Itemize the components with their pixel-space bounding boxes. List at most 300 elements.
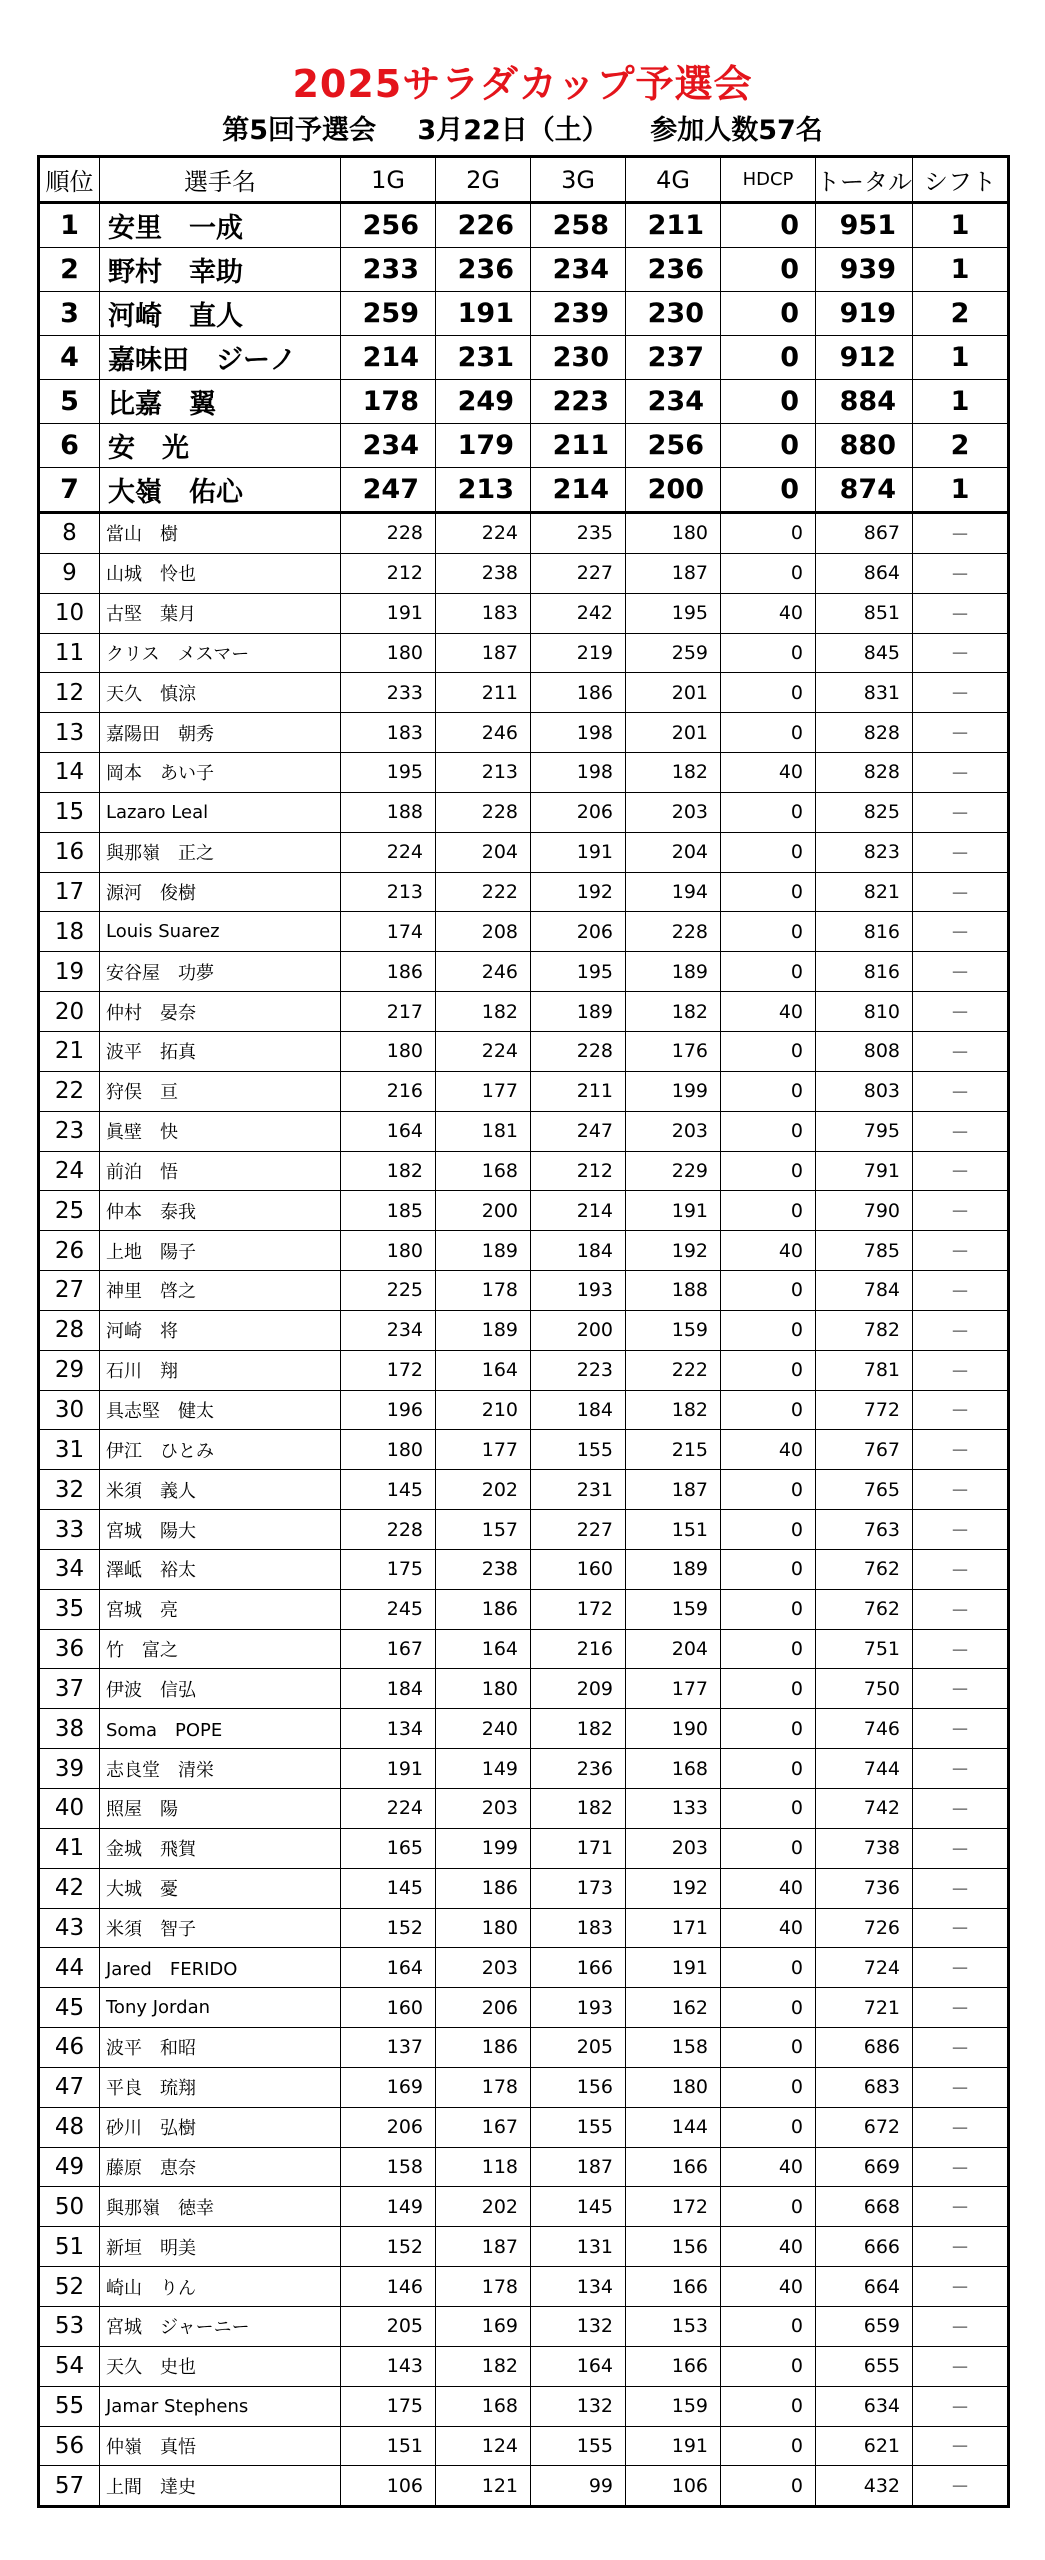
shift-cell: 1 bbox=[913, 336, 1009, 380]
table-row bbox=[39, 713, 1009, 753]
game3-cell: 131 bbox=[531, 2227, 626, 2267]
total-cell: 736 bbox=[816, 1868, 913, 1908]
hdcp-cell: 0 bbox=[721, 872, 816, 912]
game4-cell: 237 bbox=[626, 336, 721, 380]
player-name-cell: 大嶺 佑心 bbox=[100, 468, 341, 513]
shift-cell: － bbox=[913, 1908, 1009, 1948]
hdcp-cell: 0 bbox=[721, 1629, 816, 1669]
game2-cell: 179 bbox=[436, 424, 531, 468]
table-row bbox=[39, 2386, 1009, 2426]
game4-cell: 188 bbox=[626, 1271, 721, 1311]
table-row bbox=[39, 1031, 1009, 1071]
total-cell: 821 bbox=[816, 872, 913, 912]
game2-cell: 246 bbox=[436, 713, 531, 753]
total-cell: 825 bbox=[816, 792, 913, 832]
hdcp-cell: 0 bbox=[721, 633, 816, 673]
shift-cell: － bbox=[913, 992, 1009, 1032]
shift-cell: － bbox=[913, 1271, 1009, 1311]
player-name-cell: 上間 達史 bbox=[100, 2466, 341, 2507]
player-name-cell: Jamar Stephens bbox=[100, 2386, 341, 2426]
player-name-cell: 河崎 将 bbox=[100, 1310, 341, 1350]
hdcp-cell: 0 bbox=[721, 1749, 816, 1789]
game1-cell: 234 bbox=[341, 424, 436, 468]
game2-cell: 157 bbox=[436, 1510, 531, 1550]
total-cell: 781 bbox=[816, 1350, 913, 1390]
player-name-cell: 狩俣 亘 bbox=[100, 1071, 341, 1111]
game1-cell: 247 bbox=[341, 468, 436, 513]
total-cell: 803 bbox=[816, 1071, 913, 1111]
game2-cell: 206 bbox=[436, 1988, 531, 2028]
player-name-cell: 天久 慎涼 bbox=[100, 673, 341, 713]
game3-cell: 191 bbox=[531, 832, 626, 872]
table-row bbox=[39, 1789, 1009, 1829]
hdcp-cell: 40 bbox=[721, 1868, 816, 1908]
rank-cell: 3 bbox=[39, 292, 100, 336]
rank-cell: 7 bbox=[39, 468, 100, 513]
table-row bbox=[39, 2306, 1009, 2346]
header-shift: シフト bbox=[913, 157, 1009, 203]
table-row bbox=[39, 912, 1009, 952]
game4-cell: 182 bbox=[626, 1390, 721, 1430]
rank-cell: 43 bbox=[39, 1908, 100, 1948]
total-cell: 762 bbox=[816, 1589, 913, 1629]
game2-cell: 167 bbox=[436, 2107, 531, 2147]
total-cell: 726 bbox=[816, 1908, 913, 1948]
shift-cell: － bbox=[913, 1151, 1009, 1191]
player-name-cell: 具志堅 健太 bbox=[100, 1390, 341, 1430]
game2-cell: 168 bbox=[436, 1151, 531, 1191]
table-row bbox=[39, 1310, 1009, 1350]
game1-cell: 225 bbox=[341, 1271, 436, 1311]
game3-cell: 164 bbox=[531, 2346, 626, 2386]
game1-cell: 233 bbox=[341, 248, 436, 292]
rank-cell: 27 bbox=[39, 1271, 100, 1311]
game3-cell: 239 bbox=[531, 292, 626, 336]
player-name-cell: 新垣 明美 bbox=[100, 2227, 341, 2267]
player-name-cell: 宮城 ジャーニー bbox=[100, 2306, 341, 2346]
game1-cell: 143 bbox=[341, 2346, 436, 2386]
date-label: 3月22日（土） bbox=[417, 115, 609, 146]
game3-cell: 160 bbox=[531, 1549, 626, 1589]
game2-cell: 191 bbox=[436, 292, 531, 336]
rank-cell: 5 bbox=[39, 380, 100, 424]
total-cell: 791 bbox=[816, 1151, 913, 1191]
rank-cell: 52 bbox=[39, 2267, 100, 2307]
player-name-cell: 金城 飛賀 bbox=[100, 1828, 341, 1868]
game2-cell: 181 bbox=[436, 1111, 531, 1151]
game1-cell: 259 bbox=[341, 292, 436, 336]
game3-cell: 166 bbox=[531, 1948, 626, 1988]
shift-cell: － bbox=[913, 1629, 1009, 1669]
shift-cell: 2 bbox=[913, 424, 1009, 468]
game3-cell: 212 bbox=[531, 1151, 626, 1191]
table-row bbox=[39, 248, 1009, 292]
rank-cell: 56 bbox=[39, 2426, 100, 2466]
table-row bbox=[39, 292, 1009, 336]
shift-cell: － bbox=[913, 1111, 1009, 1151]
game1-cell: 216 bbox=[341, 1071, 436, 1111]
table-row bbox=[39, 1151, 1009, 1191]
table-row bbox=[39, 1191, 1009, 1231]
table-row bbox=[39, 1350, 1009, 1390]
game1-cell: 228 bbox=[341, 513, 436, 554]
rank-cell: 50 bbox=[39, 2187, 100, 2227]
game2-cell: 178 bbox=[436, 2067, 531, 2107]
game4-cell: 191 bbox=[626, 2426, 721, 2466]
rank-cell: 15 bbox=[39, 792, 100, 832]
rank-cell: 32 bbox=[39, 1470, 100, 1510]
total-cell: 784 bbox=[816, 1271, 913, 1311]
hdcp-cell: 0 bbox=[721, 1948, 816, 1988]
table-row bbox=[39, 203, 1009, 248]
game1-cell: 160 bbox=[341, 1988, 436, 2028]
table-row bbox=[39, 2466, 1009, 2507]
game4-cell: 203 bbox=[626, 1828, 721, 1868]
game3-cell: 182 bbox=[531, 1709, 626, 1749]
hdcp-cell: 40 bbox=[721, 1430, 816, 1470]
game2-cell: 187 bbox=[436, 2227, 531, 2267]
game3-cell: 198 bbox=[531, 713, 626, 753]
game3-cell: 209 bbox=[531, 1669, 626, 1709]
game4-cell: 229 bbox=[626, 1151, 721, 1191]
game2-cell: 222 bbox=[436, 872, 531, 912]
game4-cell: 159 bbox=[626, 1589, 721, 1629]
table-row bbox=[39, 2067, 1009, 2107]
game2-cell: 213 bbox=[436, 753, 531, 793]
table-row bbox=[39, 2227, 1009, 2267]
game3-cell: 134 bbox=[531, 2267, 626, 2307]
game4-cell: 192 bbox=[626, 1868, 721, 1908]
player-name-cell: 藤原 恵奈 bbox=[100, 2147, 341, 2187]
hdcp-cell: 0 bbox=[721, 203, 816, 248]
player-name-cell: 安 光 bbox=[100, 424, 341, 468]
rank-cell: 36 bbox=[39, 1629, 100, 1669]
shift-cell: － bbox=[913, 1589, 1009, 1629]
header-hdcp: HDCP bbox=[721, 157, 816, 203]
rank-cell: 4 bbox=[39, 336, 100, 380]
hdcp-cell: 40 bbox=[721, 1231, 816, 1271]
game3-cell: 132 bbox=[531, 2306, 626, 2346]
game2-cell: 231 bbox=[436, 336, 531, 380]
table-row bbox=[39, 1908, 1009, 1948]
shift-cell: － bbox=[913, 1071, 1009, 1111]
shift-cell: － bbox=[913, 1310, 1009, 1350]
table-row bbox=[39, 832, 1009, 872]
rank-cell: 21 bbox=[39, 1031, 100, 1071]
game1-cell: 174 bbox=[341, 912, 436, 952]
rank-cell: 26 bbox=[39, 1231, 100, 1271]
shift-cell: 2 bbox=[913, 292, 1009, 336]
total-cell: 750 bbox=[816, 1669, 913, 1709]
hdcp-cell: 0 bbox=[721, 513, 816, 554]
header-g4: 4G bbox=[626, 157, 721, 203]
table-row bbox=[39, 1390, 1009, 1430]
game4-cell: 201 bbox=[626, 673, 721, 713]
table-row bbox=[39, 513, 1009, 554]
game1-cell: 188 bbox=[341, 792, 436, 832]
rank-cell: 30 bbox=[39, 1390, 100, 1430]
hdcp-cell: 0 bbox=[721, 713, 816, 753]
hdcp-cell: 0 bbox=[721, 553, 816, 593]
hdcp-cell: 0 bbox=[721, 380, 816, 424]
rank-cell: 9 bbox=[39, 553, 100, 593]
game1-cell: 233 bbox=[341, 673, 436, 713]
game2-cell: 164 bbox=[436, 1629, 531, 1669]
shift-cell: － bbox=[913, 1549, 1009, 1589]
player-name-cell: 波平 和昭 bbox=[100, 2028, 341, 2068]
total-cell: 763 bbox=[816, 1510, 913, 1550]
shift-cell: － bbox=[913, 1789, 1009, 1829]
game1-cell: 165 bbox=[341, 1828, 436, 1868]
table-row bbox=[39, 1071, 1009, 1111]
game3-cell: 219 bbox=[531, 633, 626, 673]
game3-cell: 206 bbox=[531, 912, 626, 952]
game4-cell: 168 bbox=[626, 1749, 721, 1789]
game3-cell: 205 bbox=[531, 2028, 626, 2068]
rank-cell: 29 bbox=[39, 1350, 100, 1390]
total-cell: 884 bbox=[816, 380, 913, 424]
player-name-cell: 嘉味田 ジーノ bbox=[100, 336, 341, 380]
player-name-cell: 仲本 泰我 bbox=[100, 1191, 341, 1231]
game1-cell: 212 bbox=[341, 553, 436, 593]
game2-cell: 182 bbox=[436, 2346, 531, 2386]
table-row bbox=[39, 792, 1009, 832]
game2-cell: 187 bbox=[436, 633, 531, 673]
game3-cell: 155 bbox=[531, 2107, 626, 2147]
hdcp-cell: 0 bbox=[721, 1709, 816, 1749]
hdcp-cell: 0 bbox=[721, 1151, 816, 1191]
rank-cell: 40 bbox=[39, 1789, 100, 1829]
player-name-cell: 砂川 弘樹 bbox=[100, 2107, 341, 2147]
game2-cell: 203 bbox=[436, 1789, 531, 1829]
game1-cell: 256 bbox=[341, 203, 436, 248]
game2-cell: 180 bbox=[436, 1669, 531, 1709]
table-row bbox=[39, 1669, 1009, 1709]
player-name-cell: 天久 史也 bbox=[100, 2346, 341, 2386]
game2-cell: 238 bbox=[436, 553, 531, 593]
game4-cell: 159 bbox=[626, 1310, 721, 1350]
total-cell: 782 bbox=[816, 1310, 913, 1350]
shift-cell: 1 bbox=[913, 380, 1009, 424]
game1-cell: 214 bbox=[341, 336, 436, 380]
game4-cell: 182 bbox=[626, 753, 721, 793]
shift-cell: － bbox=[913, 2107, 1009, 2147]
game3-cell: 192 bbox=[531, 872, 626, 912]
game4-cell: 211 bbox=[626, 203, 721, 248]
hdcp-cell: 0 bbox=[721, 1589, 816, 1629]
player-name-cell: Jared FERIDO bbox=[100, 1948, 341, 1988]
player-name-cell: クリス メスマー bbox=[100, 633, 341, 673]
player-name-cell: 米須 義人 bbox=[100, 1470, 341, 1510]
total-cell: 721 bbox=[816, 1988, 913, 2028]
rank-cell: 41 bbox=[39, 1828, 100, 1868]
player-name-cell: 志良堂 清栄 bbox=[100, 1749, 341, 1789]
game1-cell: 106 bbox=[341, 2466, 436, 2507]
game1-cell: 137 bbox=[341, 2028, 436, 2068]
table-row bbox=[39, 1589, 1009, 1629]
shift-cell: － bbox=[913, 1470, 1009, 1510]
player-name-cell: 仲村 晏奈 bbox=[100, 992, 341, 1032]
game4-cell: 195 bbox=[626, 593, 721, 633]
hdcp-cell: 40 bbox=[721, 992, 816, 1032]
game3-cell: 155 bbox=[531, 1430, 626, 1470]
table-row bbox=[39, 1868, 1009, 1908]
total-cell: 664 bbox=[816, 2267, 913, 2307]
rank-cell: 42 bbox=[39, 1868, 100, 1908]
game3-cell: 173 bbox=[531, 1868, 626, 1908]
table-row bbox=[39, 753, 1009, 793]
game2-cell: 224 bbox=[436, 1031, 531, 1071]
hdcp-cell: 0 bbox=[721, 2426, 816, 2466]
game2-cell: 178 bbox=[436, 1271, 531, 1311]
shift-cell: － bbox=[913, 1948, 1009, 1988]
table-row bbox=[39, 633, 1009, 673]
game3-cell: 193 bbox=[531, 1271, 626, 1311]
total-cell: 738 bbox=[816, 1828, 913, 1868]
hdcp-cell: 0 bbox=[721, 1271, 816, 1311]
game3-cell: 214 bbox=[531, 468, 626, 513]
header-g3: 3G bbox=[531, 157, 626, 203]
game1-cell: 145 bbox=[341, 1470, 436, 1510]
rank-cell: 39 bbox=[39, 1749, 100, 1789]
hdcp-cell: 0 bbox=[721, 1510, 816, 1550]
table-row bbox=[39, 1709, 1009, 1749]
game4-cell: 172 bbox=[626, 2187, 721, 2227]
game2-cell: 178 bbox=[436, 2267, 531, 2307]
total-cell: 666 bbox=[816, 2227, 913, 2267]
player-name-cell: 眞壁 快 bbox=[100, 1111, 341, 1151]
rank-cell: 53 bbox=[39, 2306, 100, 2346]
rank-cell: 11 bbox=[39, 633, 100, 673]
game1-cell: 152 bbox=[341, 2227, 436, 2267]
game4-cell: 133 bbox=[626, 1789, 721, 1829]
game4-cell: 187 bbox=[626, 553, 721, 593]
total-cell: 772 bbox=[816, 1390, 913, 1430]
table-row bbox=[39, 1988, 1009, 2028]
player-name-cell: 宮城 陽大 bbox=[100, 1510, 341, 1550]
shift-cell: － bbox=[913, 633, 1009, 673]
shift-cell: － bbox=[913, 2028, 1009, 2068]
hdcp-cell: 0 bbox=[721, 832, 816, 872]
game4-cell: 106 bbox=[626, 2466, 721, 2507]
game1-cell: 205 bbox=[341, 2306, 436, 2346]
player-name-cell: 波平 拓真 bbox=[100, 1031, 341, 1071]
table-row bbox=[39, 1828, 1009, 1868]
shift-cell: － bbox=[913, 2466, 1009, 2507]
total-cell: 432 bbox=[816, 2466, 913, 2507]
total-cell: 795 bbox=[816, 1111, 913, 1151]
table-row bbox=[39, 2267, 1009, 2307]
rank-cell: 10 bbox=[39, 593, 100, 633]
shift-cell: － bbox=[913, 872, 1009, 912]
game3-cell: 187 bbox=[531, 2147, 626, 2187]
game4-cell: 199 bbox=[626, 1071, 721, 1111]
game2-cell: 164 bbox=[436, 1350, 531, 1390]
game3-cell: 155 bbox=[531, 2426, 626, 2466]
hdcp-cell: 0 bbox=[721, 1071, 816, 1111]
table-row bbox=[39, 468, 1009, 513]
hdcp-cell: 0 bbox=[721, 792, 816, 832]
rank-cell: 1 bbox=[39, 203, 100, 248]
game4-cell: 200 bbox=[626, 468, 721, 513]
game4-cell: 182 bbox=[626, 992, 721, 1032]
game3-cell: 189 bbox=[531, 992, 626, 1032]
header-total: トータル bbox=[816, 157, 913, 203]
total-cell: 746 bbox=[816, 1709, 913, 1749]
total-cell: 867 bbox=[816, 513, 913, 554]
game1-cell: 180 bbox=[341, 1430, 436, 1470]
hdcp-cell: 0 bbox=[721, 1470, 816, 1510]
player-name-cell: 安里 一成 bbox=[100, 203, 341, 248]
shift-cell: － bbox=[913, 513, 1009, 554]
table-row bbox=[39, 380, 1009, 424]
rank-cell: 48 bbox=[39, 2107, 100, 2147]
rank-cell: 22 bbox=[39, 1071, 100, 1111]
shift-cell: － bbox=[913, 553, 1009, 593]
table-row bbox=[39, 1629, 1009, 1669]
game1-cell: 152 bbox=[341, 1908, 436, 1948]
hdcp-cell: 0 bbox=[721, 1669, 816, 1709]
game4-cell: 215 bbox=[626, 1430, 721, 1470]
shift-cell: － bbox=[913, 952, 1009, 992]
game2-cell: 183 bbox=[436, 593, 531, 633]
game4-cell: 189 bbox=[626, 1549, 721, 1589]
hdcp-cell: 40 bbox=[721, 2267, 816, 2307]
rank-cell: 37 bbox=[39, 1669, 100, 1709]
game4-cell: 176 bbox=[626, 1031, 721, 1071]
hdcp-cell: 0 bbox=[721, 1191, 816, 1231]
rank-cell: 16 bbox=[39, 832, 100, 872]
game3-cell: 183 bbox=[531, 1908, 626, 1948]
rank-cell: 38 bbox=[39, 1709, 100, 1749]
game3-cell: 223 bbox=[531, 1350, 626, 1390]
player-name-cell: 米須 智子 bbox=[100, 1908, 341, 1948]
game3-cell: 132 bbox=[531, 2386, 626, 2426]
game4-cell: 180 bbox=[626, 2067, 721, 2107]
game3-cell: 184 bbox=[531, 1231, 626, 1271]
table-row bbox=[39, 1549, 1009, 1589]
game4-cell: 204 bbox=[626, 832, 721, 872]
total-cell: 751 bbox=[816, 1629, 913, 1669]
hdcp-cell: 0 bbox=[721, 2386, 816, 2426]
hdcp-cell: 0 bbox=[721, 292, 816, 336]
player-name-cell: Lazaro Leal bbox=[100, 792, 341, 832]
game3-cell: 200 bbox=[531, 1310, 626, 1350]
hdcp-cell: 40 bbox=[721, 753, 816, 793]
hdcp-cell: 0 bbox=[721, 912, 816, 952]
game4-cell: 166 bbox=[626, 2267, 721, 2307]
player-name-cell: Tony Jordan bbox=[100, 1988, 341, 2028]
total-cell: 828 bbox=[816, 713, 913, 753]
game1-cell: 180 bbox=[341, 1031, 436, 1071]
game1-cell: 151 bbox=[341, 2426, 436, 2466]
table-row bbox=[39, 2028, 1009, 2068]
page-title: 2025サラダカップ予選会 bbox=[292, 62, 753, 106]
total-cell: 939 bbox=[816, 248, 913, 292]
player-name-cell: 伊江 ひとみ bbox=[100, 1430, 341, 1470]
game3-cell: 206 bbox=[531, 792, 626, 832]
game1-cell: 164 bbox=[341, 1111, 436, 1151]
hdcp-cell: 0 bbox=[721, 952, 816, 992]
total-cell: 912 bbox=[816, 336, 913, 380]
game1-cell: 228 bbox=[341, 1510, 436, 1550]
game3-cell: 216 bbox=[531, 1629, 626, 1669]
game3-cell: 145 bbox=[531, 2187, 626, 2227]
game4-cell: 236 bbox=[626, 248, 721, 292]
total-cell: 831 bbox=[816, 673, 913, 713]
hdcp-cell: 0 bbox=[721, 1111, 816, 1151]
game2-cell: 203 bbox=[436, 1948, 531, 1988]
